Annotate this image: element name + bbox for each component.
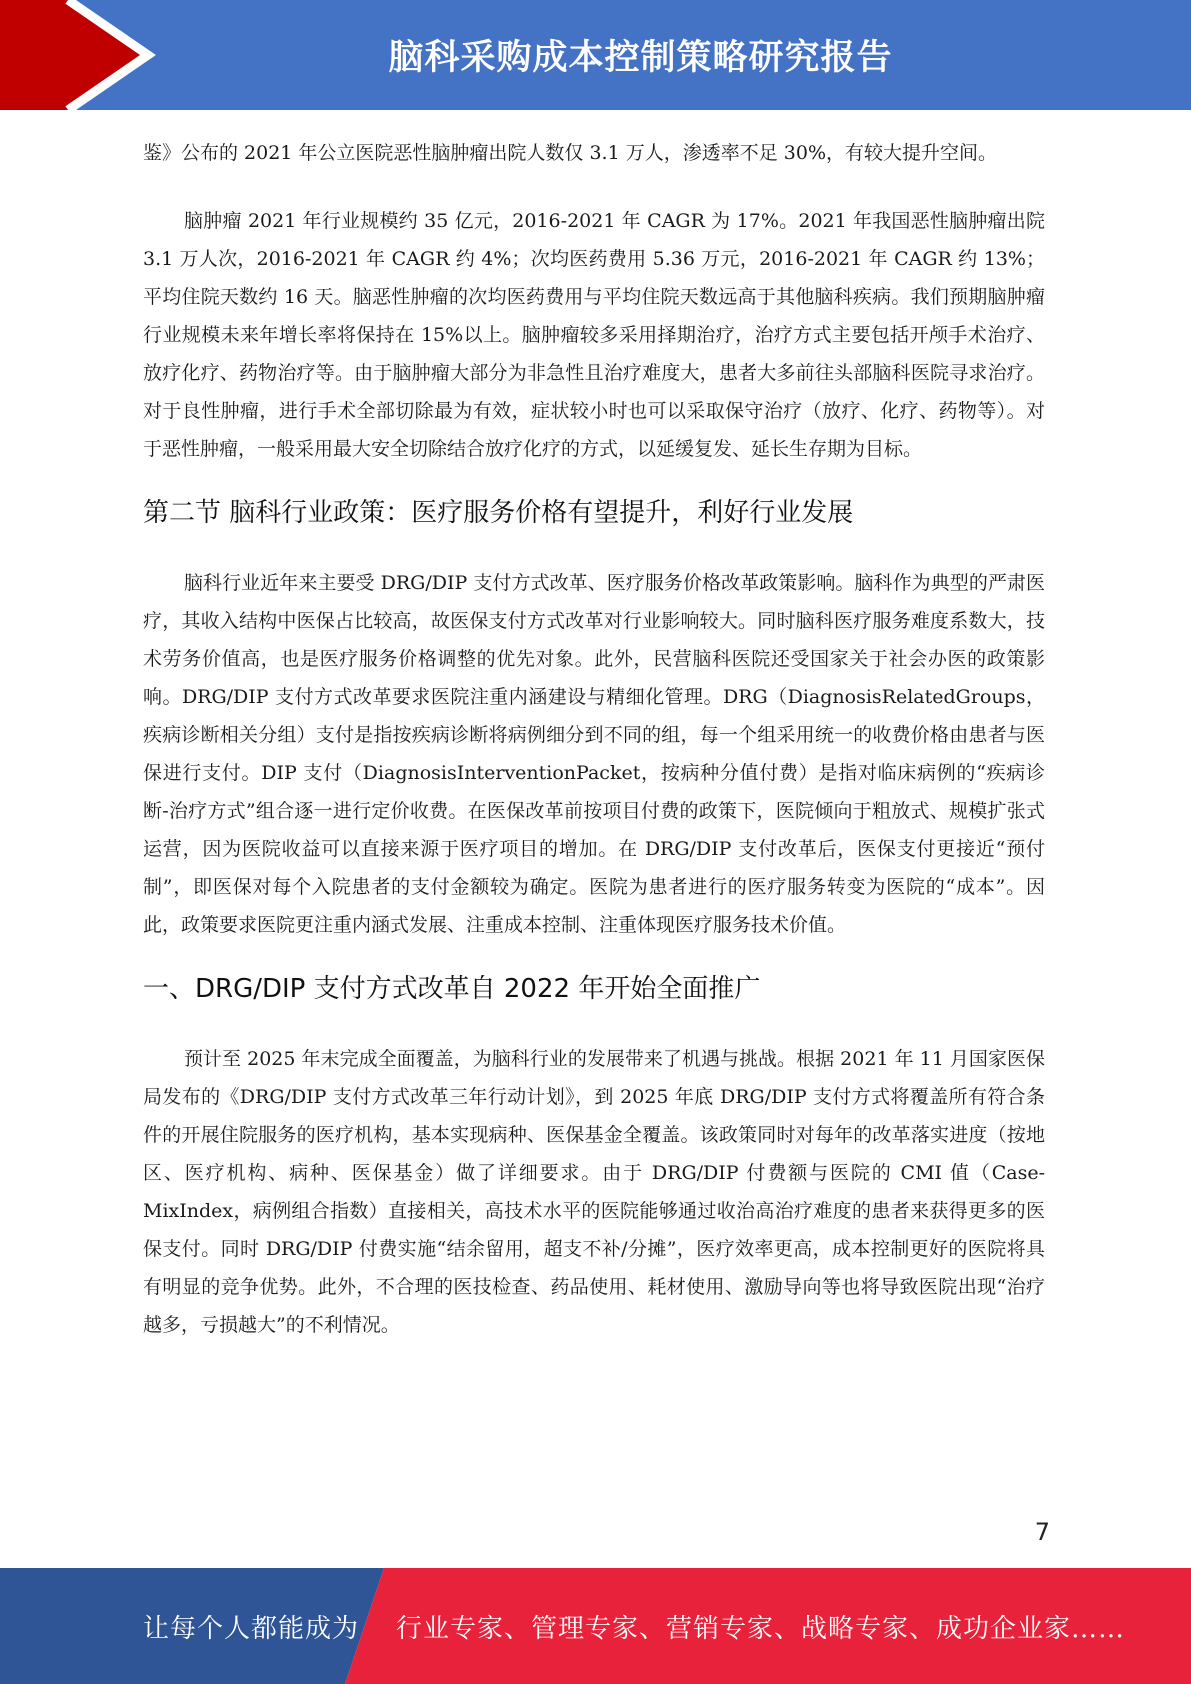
paragraph-drg-dip: 预计至 2025 年末完成全面覆盖，为脑科行业的发展带来了机遇与挑战。根据 2021 年 11 月国家医保局发布的《DRG/DIP 支付方式改革三年行动计划》，到 2025 年底 DRG/DIP 支付方式将覆盖所有符合条件的开展住院服务的医疗机构，基本实现病种、医保基金全覆盖。该政策同时对每年的改革落实进度（按地区、医疗机构、病种、医保基金）做了详细要求。由于 DRG/DIP 付费额与医院的 CMI 值（Case-MixIndex，病例组合指数）直接相关，高技术水平的医院能够通过收治高治疗难度的患者来获得更多的医保支付。同时 DRG/DIP 付费实施“结余留用，超支不补/分摊”，医疗效率更高，成本控制更好的医院将具有明显的竞争优势。此外，不合理的医技检查、药品使用、耗材使用、激励导向等也将导致医院出现“治疗越多，亏损越大”的不利情况。	[143, 1048, 1045, 1336]
header-chevron-icon	[0, 0, 160, 110]
section-heading: 第二节 脑科行业政策：医疗服务价格有望提升，利好行业发展	[143, 498, 854, 528]
subsection-heading: 一、DRG/DIP 支付方式改革自 2022 年开始全面推广	[143, 974, 761, 1004]
page-number: 7	[1034, 1518, 1050, 1546]
footer-slogan-right: 行业专家、管理专家、营销专家、战略专家、成功企业家……	[396, 1613, 1126, 1644]
report-title: 脑科采购成本控制策略研究报告	[388, 38, 893, 78]
footer-slogan-left: 让每个人都能成为	[143, 1613, 360, 1644]
page-header	[0, 0, 1191, 110]
paragraph-policy: 脑科行业近年来主要受 DRG/DIP 支付方式改革、医疗服务价格改革政策影响。脑科作为典型的严肃医疗，其收入结构中医保占比较高，故医保支付方式改革对行业影响较大。同时脑科医疗服务难度系数大，技术劳务价值高，也是医疗服务价格调整的优先对象。此外，民营脑科医院还受国家关于社会办医的政策影响。DRG/DIP 支付方式改革要求医院注重内涵建设与精细化管理。DRG（DiagnosisRelatedGroups，疾病诊断相关分组）支付是指按疾病诊断将病例细分到不同的组，每一个组采用统一的收费价格由患者与医保进行支付。DIP 支付（DiagnosisInterventionPacket，按病种分值付费）是指对临床病例的“疾病诊断-治疗方式”组合逐一进行定价收费。在医保改革前按项目付费的政策下，医院倾向于粗放式、规模扩张式运营，因为医院收益可以直接来源于医疗项目的增加。在 DRG/DIP 支付改革后，医保支付更接近“预付制”，即医保对每个入院患者的支付金额较为确定。医院为患者进行的医疗服务转变为医院的“成本”。因此，政策要求医院更注重内涵式发展、注重成本控制、注重体现医疗服务技术价值。	[143, 572, 1045, 936]
paragraph-brain-tumor: 脑肿瘤 2021 年行业规模约 35 亿元，2016-2021 年 CAGR 为 17%。2021 年我国恶性脑肿瘤出院 3.1 万人次，2016-2021 年 CAGR 约 4%；次均医药费用 5.36 万元，2016-2021 年 CAGR 约 13%；平均住院天数约 16 天。脑恶性肿瘤的次均医药费用与平均住院天数远高于其他脑科疾病。我们预期脑肿瘤行业规模未来年增长率将保持在 15%以上。脑肿瘤较多采用择期治疗，治疗方式主要包括开颅手术治疗、放疗化疗、药物治疗等。由于脑肿瘤大部分为非急性且治疗难度大，患者大多前往头部脑科医院寻求治疗。对于良性肿瘤，进行手术全部切除最为有效，症状较小时也可以采取保守治疗（放疗、化疗、药物等）。对于恶性肿瘤，一般采用最大安全切除结合放疗化疗的方式，以延缓复发、延长生存期为目标。	[143, 210, 1045, 460]
page-body	[143, 134, 1045, 1344]
page-footer	[0, 1568, 1191, 1684]
paragraph-continuation: 鉴》公布的 2021 年公立医院恶性脑肿瘤出院人数仅 3.1 万人，渗透率不足 30%，有较大提升空间。	[143, 142, 998, 164]
